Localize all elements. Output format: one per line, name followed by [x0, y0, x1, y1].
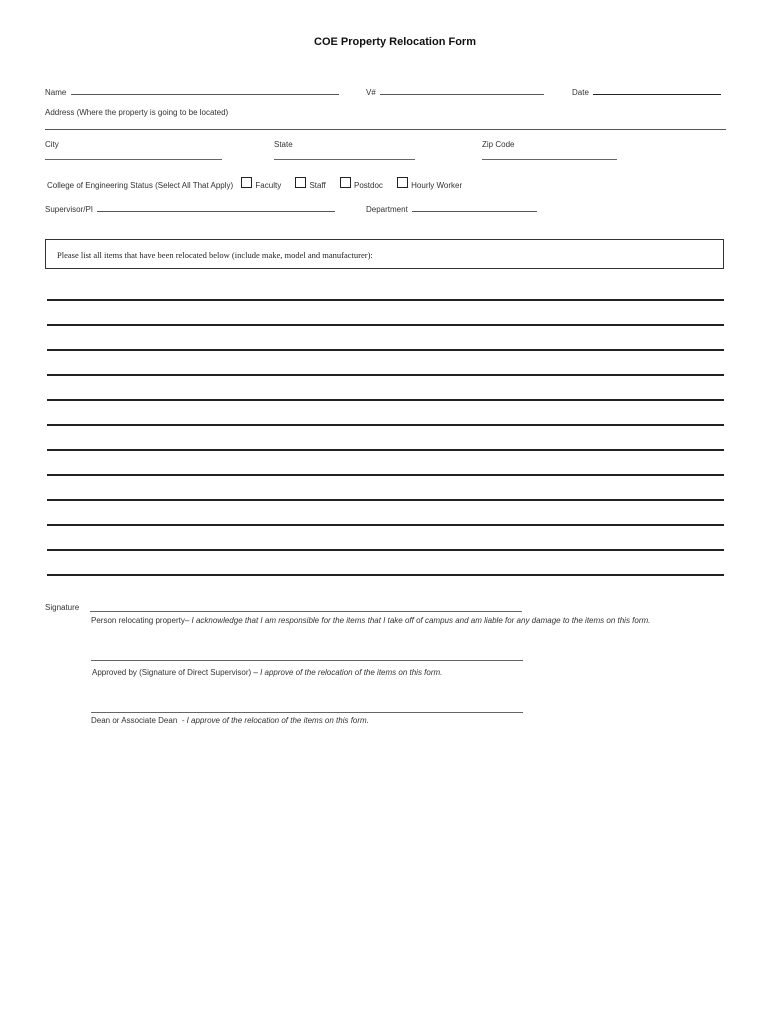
item-line[interactable] — [47, 374, 724, 399]
item-line[interactable] — [47, 349, 724, 374]
department-line — [412, 204, 537, 212]
city-line[interactable] — [45, 159, 222, 160]
person-signature-line[interactable] — [90, 611, 522, 612]
staff-checkbox[interactable] — [295, 177, 306, 188]
date-field[interactable] — [572, 87, 721, 97]
state-line[interactable] — [274, 159, 415, 160]
item-line[interactable] — [47, 424, 724, 449]
hourly-worker-option-label: Hourly Worker — [411, 181, 463, 190]
supervisor-note: – I approve of the relocation of the items on this form. — [251, 668, 443, 677]
supervisor-caption — [92, 668, 442, 677]
item-line[interactable] — [47, 324, 724, 349]
date-label: Date — [572, 88, 589, 97]
address-line[interactable] — [45, 129, 726, 130]
person-caption — [91, 615, 723, 627]
status-row — [47, 177, 462, 190]
supervisor-signature-line[interactable] — [91, 660, 523, 661]
name-label: Name — [45, 88, 67, 97]
items-prompt-box — [45, 239, 724, 269]
dean-signature-line[interactable] — [91, 712, 523, 713]
state-label: State — [274, 140, 293, 149]
dean-caption — [91, 716, 369, 725]
vnum-line — [380, 87, 544, 95]
vnum-label: V# — [366, 88, 376, 97]
department-field[interactable] — [366, 204, 537, 214]
item-line[interactable] — [47, 574, 724, 576]
postdoc-checkbox[interactable] — [340, 177, 351, 188]
name-line — [71, 87, 339, 95]
city-label: City — [45, 140, 59, 149]
staff-option-label: Staff — [309, 181, 326, 190]
name-field[interactable] — [45, 87, 339, 97]
person-label: Person relocating property — [91, 616, 185, 625]
items-lines[interactable] — [47, 299, 724, 576]
dean-note: - I approve of the relocation of the items on this form. — [177, 716, 369, 725]
item-line[interactable] — [47, 474, 724, 499]
items-prompt-text: Please list all items that have been relocated below (include make, model and manufacturer): — [57, 250, 373, 260]
vnum-field[interactable] — [366, 87, 544, 97]
address-label: Address (Where the property is going to be located) — [45, 108, 229, 117]
supervisor-line — [97, 204, 335, 212]
item-line[interactable] — [47, 299, 724, 324]
department-label: Department — [366, 205, 408, 214]
signature-label: Signature — [45, 603, 80, 612]
zip-line[interactable] — [482, 159, 617, 160]
item-line[interactable] — [47, 399, 724, 424]
date-line — [593, 87, 721, 95]
faculty-checkbox[interactable] — [241, 177, 252, 188]
postdoc-option-label: Postdoc — [354, 181, 383, 190]
supervisor-field[interactable] — [45, 204, 335, 214]
item-line[interactable] — [47, 524, 724, 549]
zip-label: Zip Code — [482, 140, 515, 149]
status-label: College of Engineering Status (Select All That Apply) — [47, 181, 234, 190]
form-title: COE Property Relocation Form — [314, 36, 476, 48]
supervisor-sig-label: Approved by (Signature of Direct Supervisor) — [92, 668, 252, 677]
faculty-option-label: Faculty — [255, 181, 282, 190]
dean-label: Dean or Associate Dean — [91, 716, 178, 725]
item-line[interactable] — [47, 549, 724, 574]
item-line[interactable] — [47, 499, 724, 524]
person-note: – I acknowledge that I am responsible for the items that I take off of campus and am liable for any damage to the items on this form. — [184, 616, 651, 625]
supervisor-label: Supervisor/PI — [45, 205, 94, 214]
item-line[interactable] — [47, 449, 724, 474]
hourly-worker-checkbox[interactable] — [397, 177, 408, 188]
